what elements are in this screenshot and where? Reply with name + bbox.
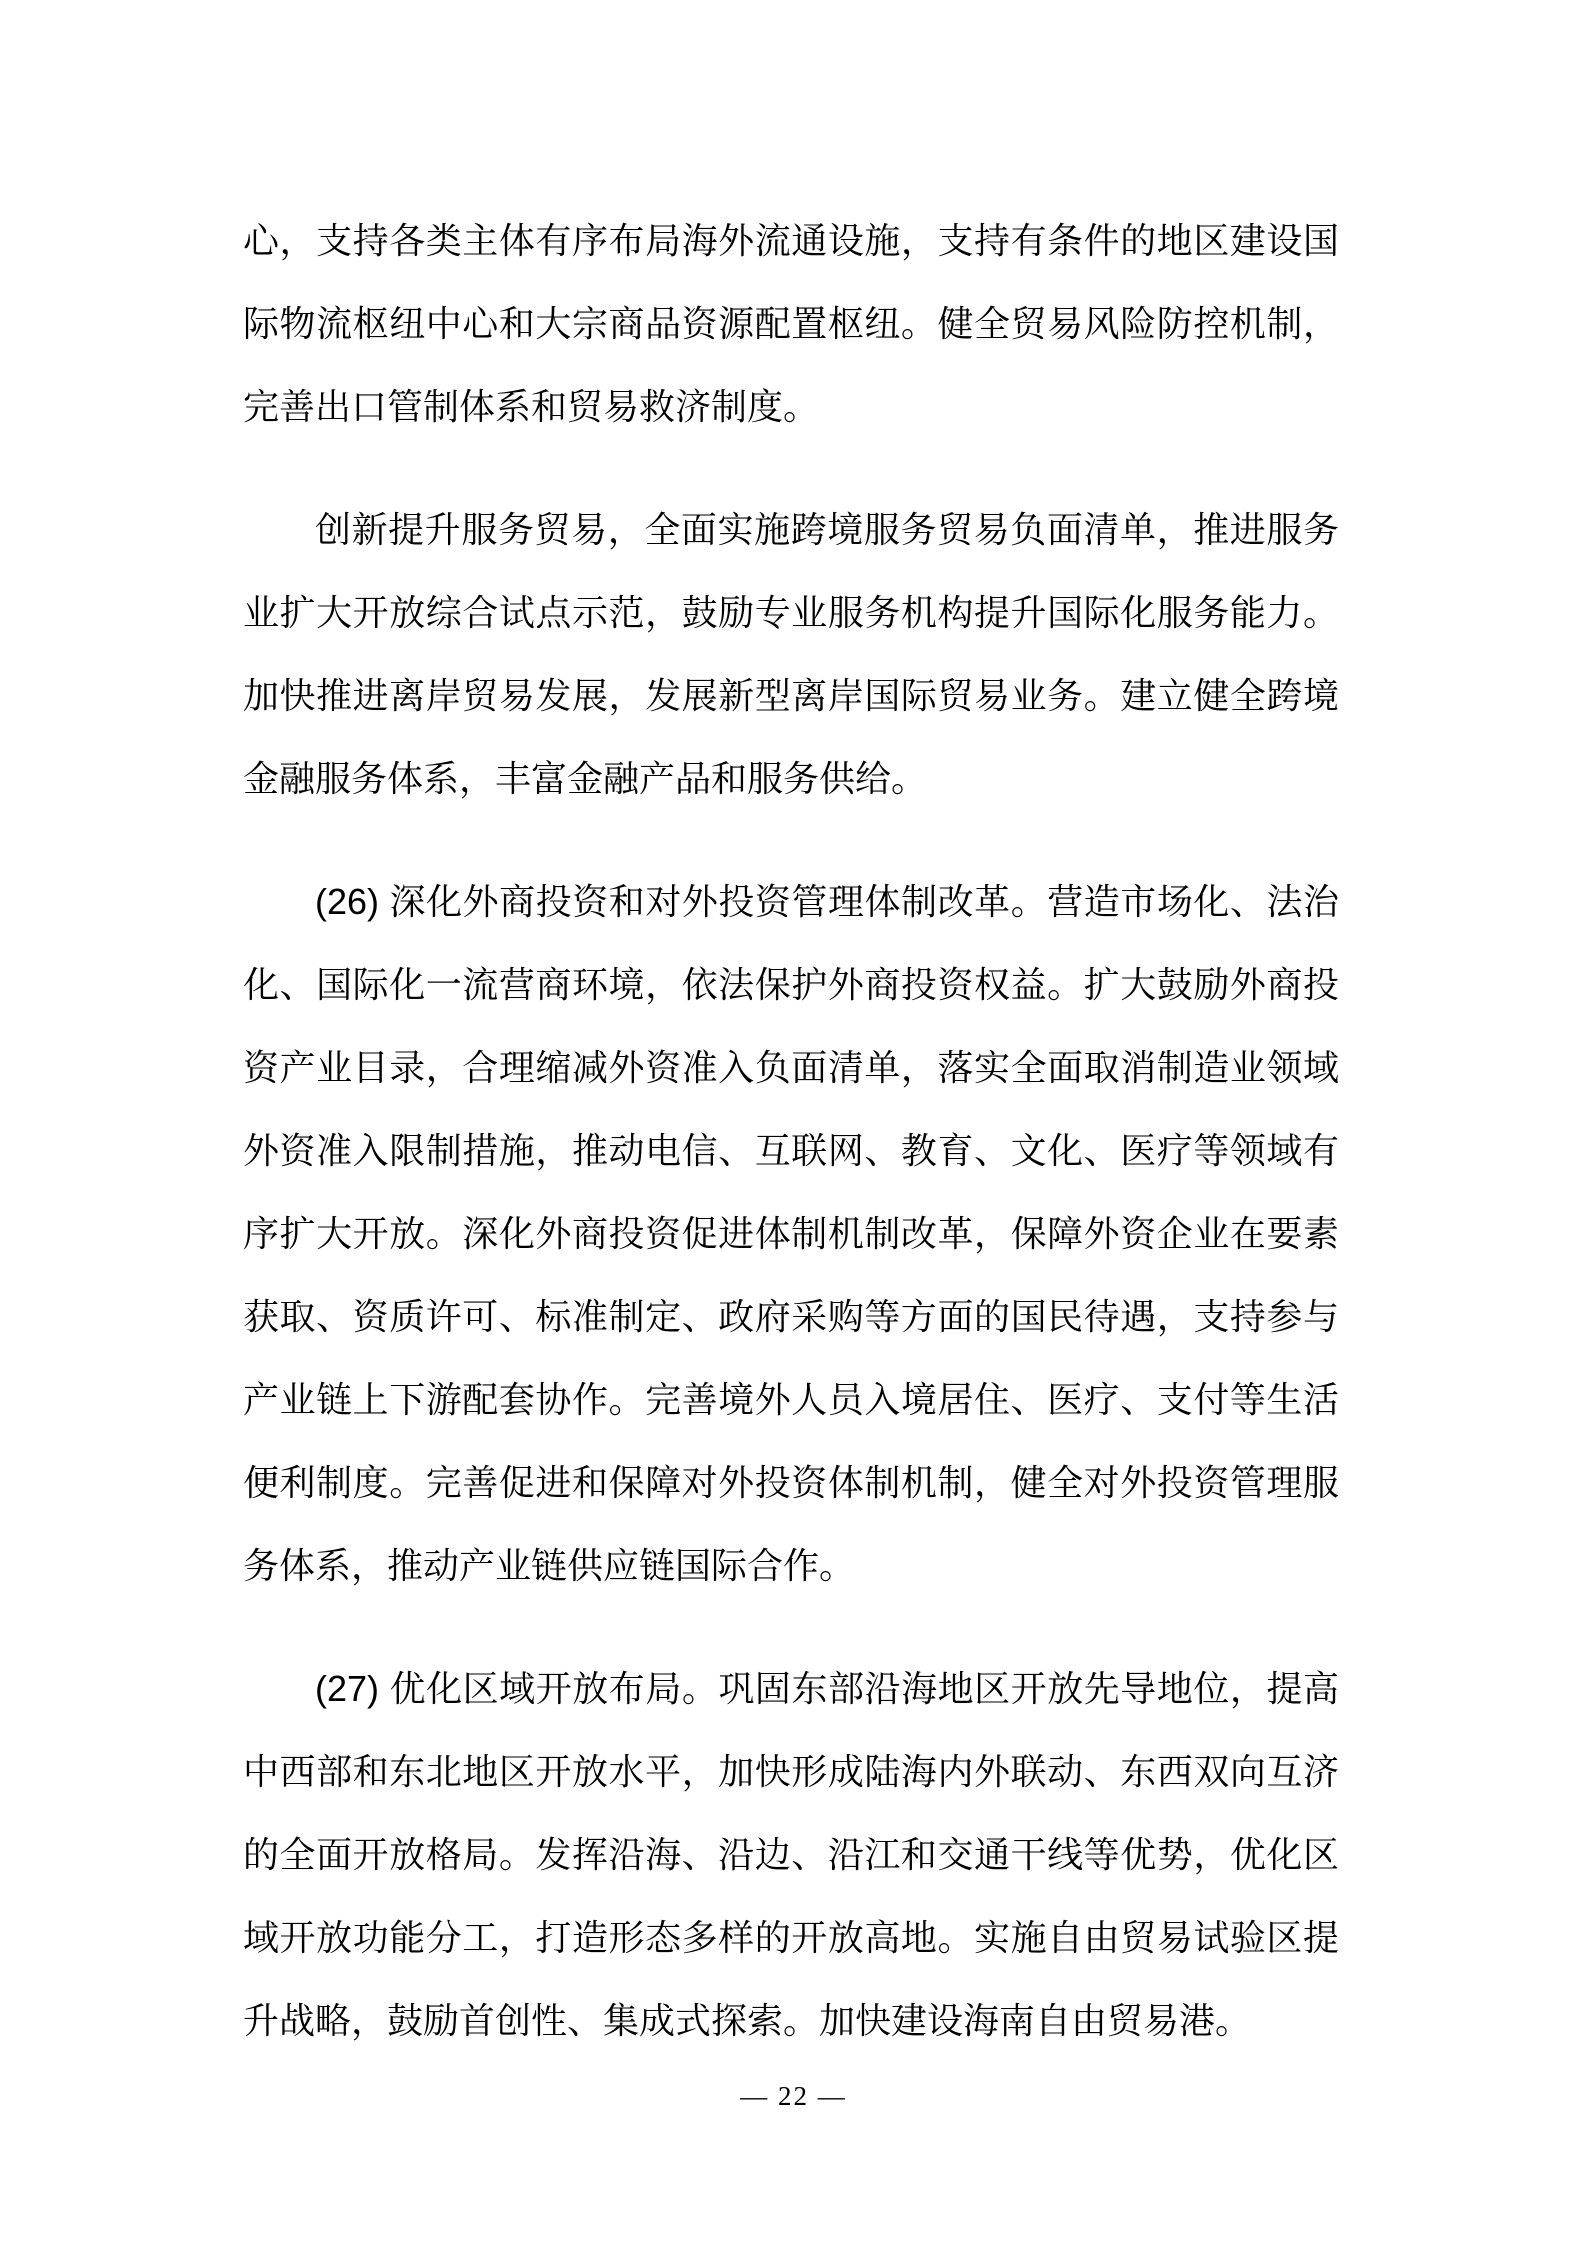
- paragraph-item-26: (26) 深化外商投资和对外投资管理体制改革。营造市场化、法治化、国际化一流营商环境，依法保护外商投资权益。扩大鼓励外商投资产业目录，合理缩减外资准入负面清单，落实全面取消制造业领域外资准入限制措施，推动电信、互联网、教育、文化、医疗等领域有序扩大开放。深化外商投资促进体制机制改革，保障外资企业在要素获取、资质许可、标准制定、政府采购等方面的国民待遇，支持参与产业链上下游配套协作。完善境外人员入境居住、医疗、支付等生活便利制度。完善促进和保障对外投资体制机制，健全对外投资管理服务体系，推动产业链供应链国际合作。: [243, 881, 1339, 1586]
- paragraph-item-27: (27) 优化区域开放布局。巩固东部沿海地区开放先导地位，提高中西部和东北地区开放水平，加快形成陆海内外联动、东西双向互济的全面开放格局。发挥沿海、沿边、沿江和交通干线等优势，优化区域开放功能分工，打造形态多样的开放高地。实施自由贸易试验区提升战略，鼓励首创性、集成式探索。加快建设海南自由贸易港。: [243, 1668, 1339, 2041]
- page-number: — 22 —: [740, 2081, 847, 2111]
- paragraph-continuation: 心，支持各类主体有序布局海外流通设施，支持有条件的地区建设国际物流枢纽中心和大宗商品资源配置枢纽。健全贸易风险防控机制，完善出口管制体系和贸易救济制度。: [243, 220, 1339, 427]
- document-body-text: [243, 199, 1339, 2062]
- paragraph-services-trade: 创新提升服务贸易，全面实施跨境服务贸易负面清单，推进服务业扩大开放综合试点示范，鼓励专业服务机构提升国际化服务能力。加快推进离岸贸易发展，发展新型离岸国际贸易业务。建立健全跨境金融服务体系，丰富金融产品和服务供给。: [243, 509, 1339, 799]
